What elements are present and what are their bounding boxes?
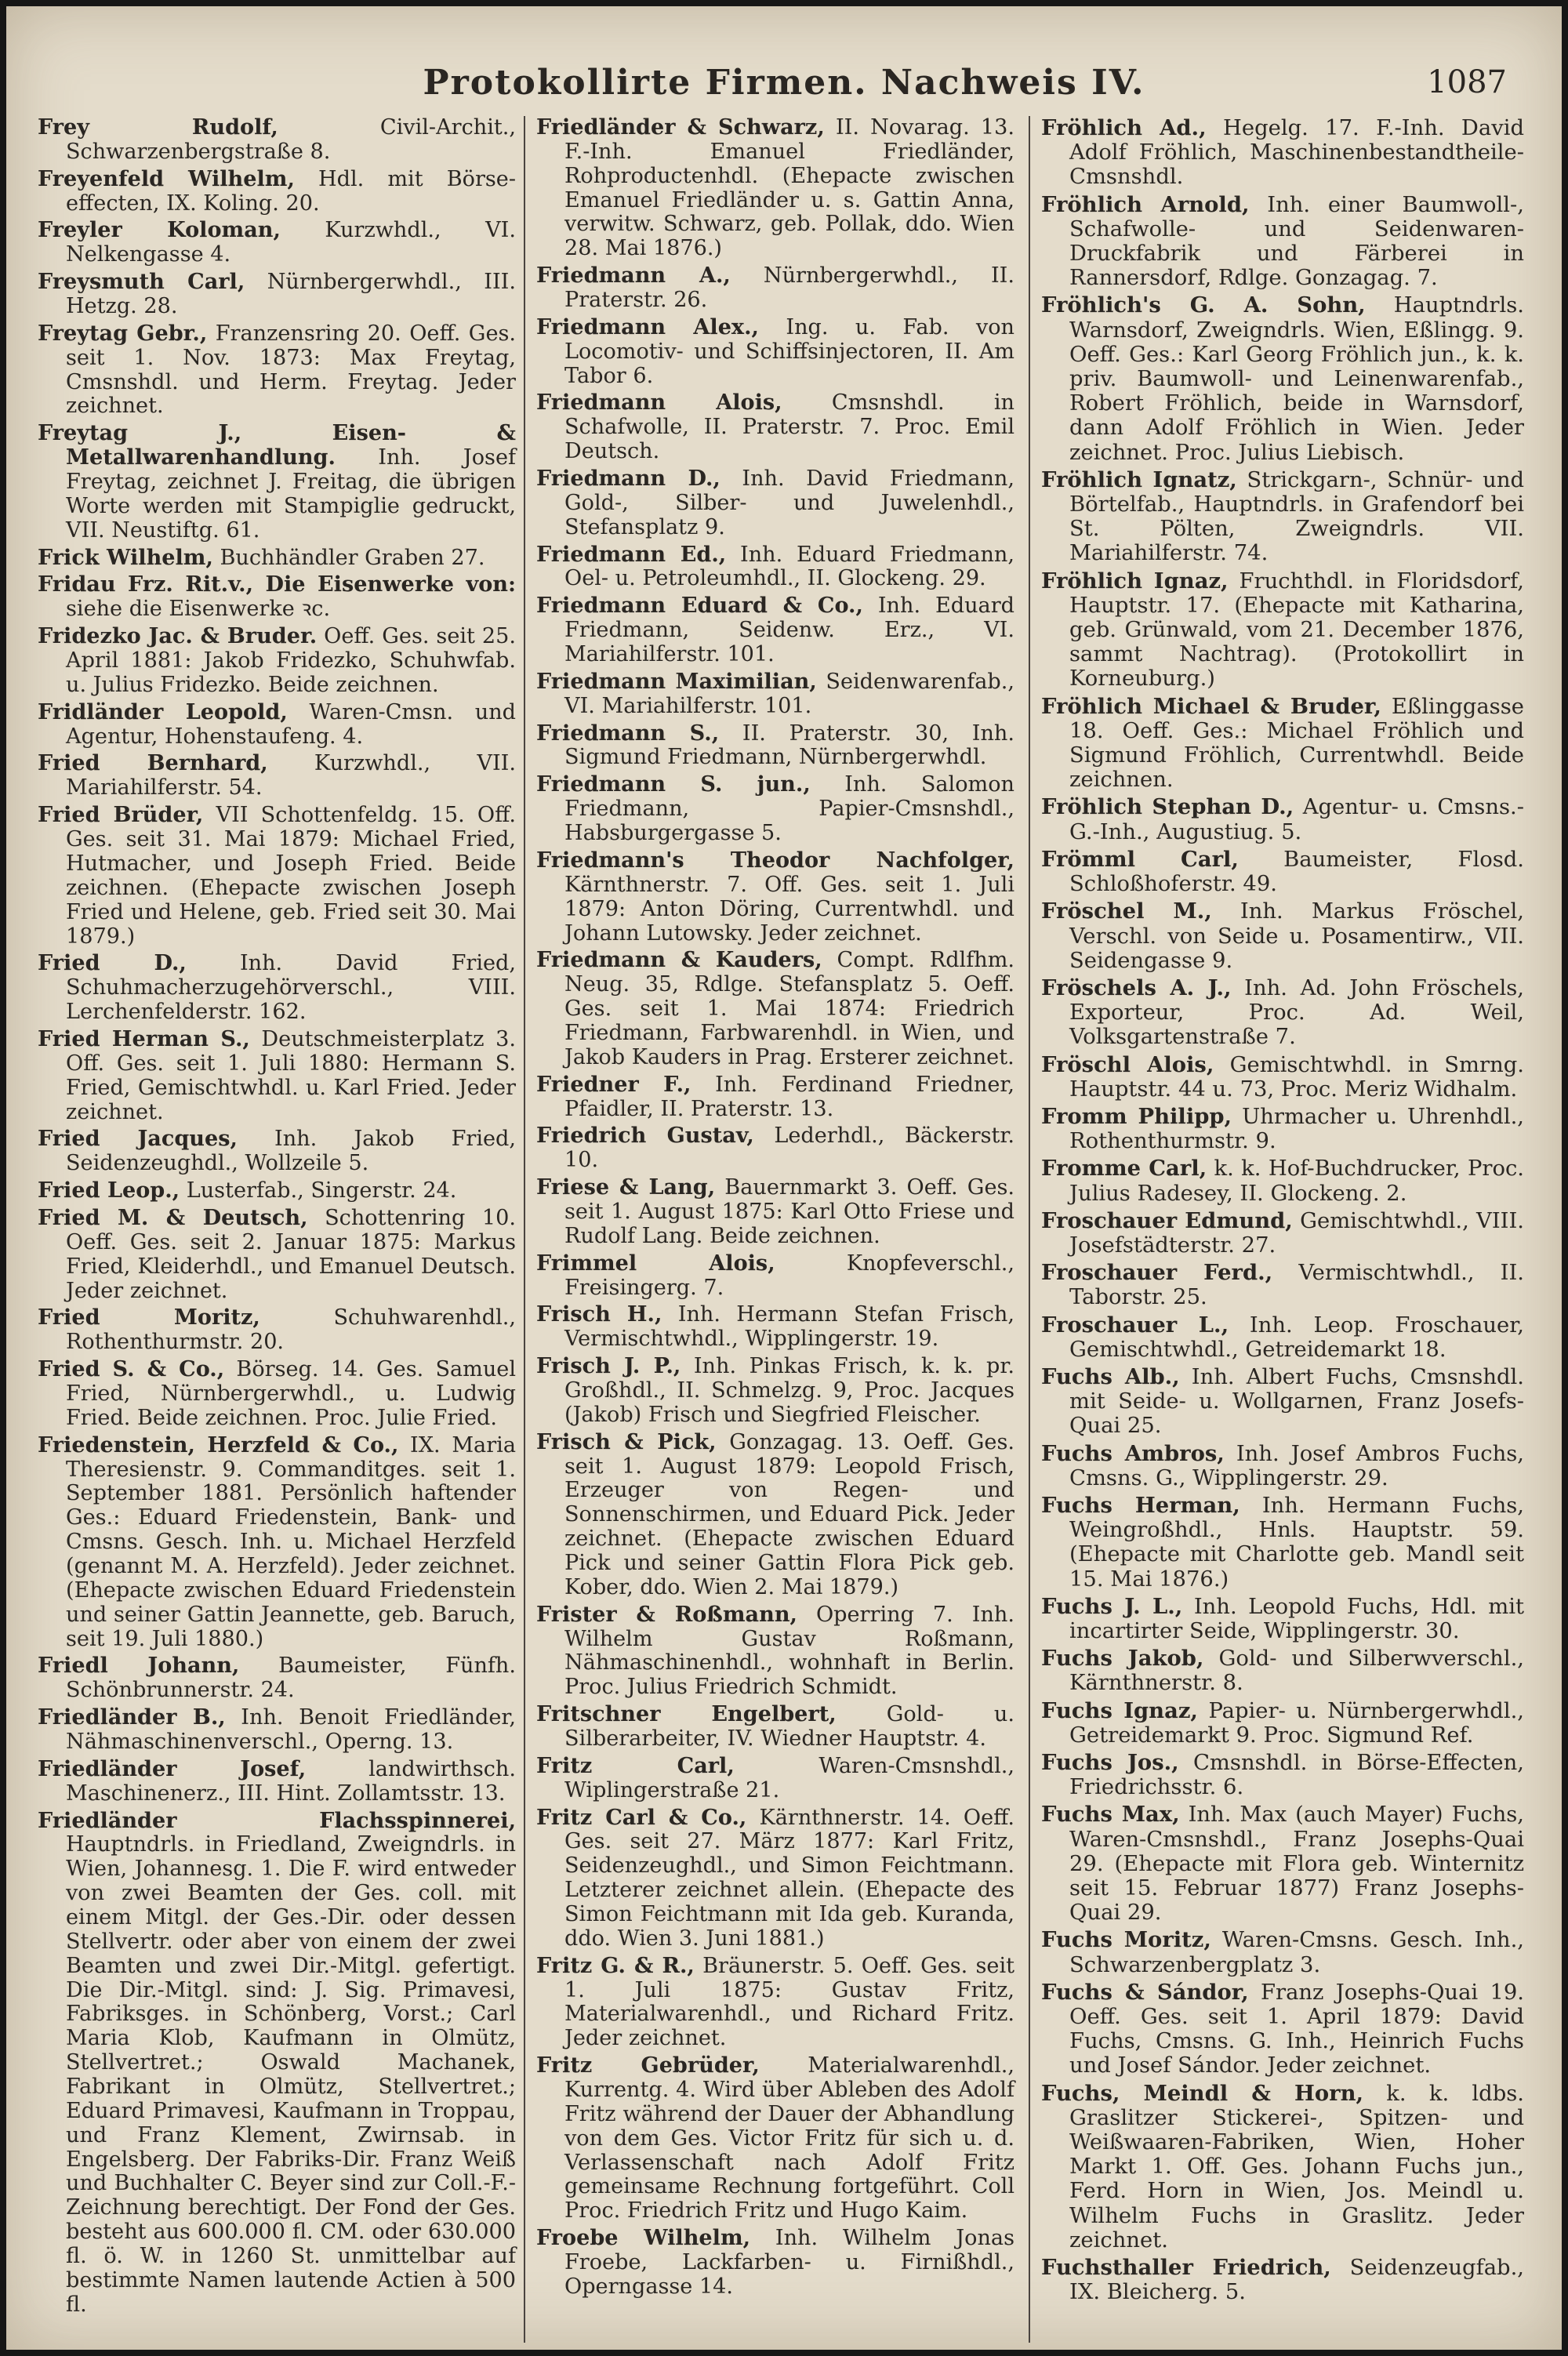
firm-details: II. Praterstr. 30, Inh. Sigmund Friedmann, Nürnbergerwhdl. [564,721,1014,770]
firm-entry [536,467,1014,540]
firm-name: Frick Wilhelm, [38,545,213,570]
firm-details: Operring 7. Inh. Wilhelm Gustav Roßmann, Nähmaschinenhdl., wohnhaft in Berlin. Proc. Julius Friedrich Schmidt. [564,1602,1014,1700]
firm-entry [1041,1751,1524,1799]
firm-name: Fuchs, Meindl & Horn, [1041,2080,1364,2106]
firm-name: Friedl Johann, [38,1654,240,1679]
firm-name: Friedländer Flachsspinnerei, [38,1808,516,1833]
firm-details: Inh. David Friedmann, Gold-, Silber- und Juwelenhdl., Stefansplatz 9. [564,466,1014,539]
firm-entry [38,1654,516,1703]
firm-details: k. k. Hof-Buchdrucker, Proc. Julius Radesey, II. Glockeng. 2. [1069,1156,1525,1206]
firm-entry [38,804,516,949]
firm-details: Waren-Cmsns. Gesch. Inh., Schwarzenbergplatz 3. [1069,1928,1524,1977]
firm-entry [536,722,1014,771]
firm-name: Friedmann A., [536,263,731,289]
directory-page [6,6,1562,2350]
firm-name: Fritschner Engelbert, [536,1702,837,1727]
firm-details: Inh. Ad. John Fröschels, Exporteur, Proc. Ad. Weil, Volksgartenstraße 7. [1069,975,1524,1050]
firm-entry [38,625,516,698]
firm-details: Buchhändler Graben 27. [212,545,485,570]
firm-name: Fröhlich Arnold, [1041,191,1250,217]
firm-entry [536,1431,1014,1600]
firm-name: Fuchs Jakob, [1041,1646,1204,1672]
firm-name: Fritz G. & R., [536,1953,695,1978]
firm-details: Kurzwhdl., VI. Nelkengasse 4. [66,218,516,267]
firm-entry [38,1810,516,2318]
firm-details: Waren-Cmsnshdl., Wiplingerstraße 21. [564,1753,1014,1802]
firm-entry [1041,1646,1524,1695]
firm-details: Waren-Cmsn. und Agentur, Hohenstaufeng. 4. [66,699,516,749]
column-right [1041,116,1524,2307]
firm-entry [1041,1928,1524,1977]
firm-name: Frisch H., [536,1302,662,1327]
firm-details: Fruchthdl. in Floridsdorf, Hauptstr. 17. (Ehepacte mit Katharina, geb. Grünwald, vom 21. December 1876, sammt Nachtrag). (Protokollirt in Korneuburg.) [1069,568,1524,692]
firm-entry [38,701,516,750]
firm-details: Nürnbergerwhdl., II. Praterstr. 26. [564,263,1014,313]
firm-details: Hdl. mit Börse-effecten, IX. Koling. 20. [66,166,516,216]
firm-details: Materialwarenhdl., Kurrentg. 4. Wird über Ableben des Adolf Fritz während der Dauer der Abhandlung von dem Ges. Victor Fritz für sich u. d. Verlassenschaft nach Adolf Fritz gemeinsame Rechnung fortgeführt. Coll Proc. Friedrich Fritz und Hugo Kaim. [564,2053,1015,2223]
firm-name: Fuchs Herman, [1041,1492,1240,1518]
firm-details: Knopfeverschl., Freisingerg. 7. [564,1251,1014,1300]
firm-entry [536,1355,1014,1428]
running-title: Protokollirte Firmen. Nachweis IV. [423,63,1145,103]
firm-entry [536,849,1014,946]
firm-name: Friedmann D., [536,466,720,492]
firm-name: Friedmann S., [536,721,720,746]
firm-name: Freytag J., Eisen- & Metallwarenhandlung. [38,421,516,470]
firm-entry [1041,1980,1524,2078]
firm-entry [536,1955,1014,2051]
firm-name: Friedmann & Kauders, [536,948,822,973]
firm-name: Fuchs Jos., [1041,1750,1179,1775]
firm-details: Kärnthnerstr. 7. Off. Ges. seit 1. Juli 1879: Anton Döring, Currentwhdl. und Johann Lutowsky. Jeder zeichnet. [564,872,1014,946]
firm-details: Inh. Ferdinand Friedner, Pfaidler, II. Praterstr. 13. [564,1072,1015,1121]
firm-name: Fuchs J. L., [1041,1593,1183,1619]
firm-name: Fuchs & Sándor, [1041,1979,1249,2005]
firm-name: Fritz Gebrüder, [536,2053,760,2078]
firm-details: Uhrmacher u. Uhrenhdl., Rothenthurmstr. 9. [1069,1104,1524,1154]
firm-name: Fried M. & Deutsch, [38,1205,308,1230]
firm-entry [38,1434,516,1652]
column-rule [524,116,525,2343]
firm-details: II. Novarag. 13. F.-Inh. Emanuel Friedländer, Rohproductenhdl. (Ehepacte zwischen Emanuel Friedländer u. s. Gattin Anna, verwitw. Schwarz, geb. Pollak, ddo. Wien 28. Mai 1876.) [564,115,1014,261]
firm-details: Gold- und Silberwverschl., Kärnthnerstr. 8. [1069,1646,1524,1696]
firm-name: Frisch J. P., [536,1354,681,1379]
firm-entry [536,1252,1014,1301]
firm-name: Fridezko Jac. & Bruder. [38,624,318,649]
firm-entry [536,2054,1014,2223]
firm-details: Baumeister, Flosd. Schloßhoferstr. 49. [1069,847,1524,897]
firm-name: Friedmann's Theodor Nachfolger, [536,848,1014,873]
firm-name: Fried Leop., [38,1178,180,1203]
firm-details: Oeff. Ges. seit 25. April 1881: Jakob Fridezko, Schuhwfab. u. Julius Fridezko. Beide zeichnen. [66,624,516,697]
firm-entry [536,1703,1014,1752]
firm-name: Friedländer & Schwarz, [536,115,825,140]
firm-details: Bauernmarkt 3. Oeff. Ges. seit 1. August 1875: Karl Otto Friese und Rudolf Lang. Beide zeichnen. [564,1175,1014,1248]
firm-entry [1041,116,1524,190]
firm-details: landwirthsch. Maschinenerz., III. Hint. Zollamtsstr. 13. [66,1756,516,1806]
firm-name: Fridländer Leopold, [38,699,288,724]
firm-details: Franz Josephs-Quai 19. Oeff. Ges. seit 1. April 1879: David Fuchs, Cmsns. G. Inh., Heinrich Fuchs und Josef Sándor. Jeder zeichnet. [1069,1980,1525,2078]
firm-details: Kärnthnerstr. 14. Oeff. Ges. seit 27. März 1877: Karl Fritz, Seidenzeughdl., und Simon Feichtmann. Letzterer zeichnet allein. (Ehepacte des Simon Feichtmann mit Ida geb. Kuranda, ddo. Wien 3. Juni 1881.) [564,1805,1014,1951]
firm-entry [1041,2256,1524,2304]
firm-details: Vermischtwhdl., II. Taborstr. 25. [1069,1261,1525,1310]
firm-entry [536,391,1014,464]
firm-details: Lederhdl., Bäckerstr. 10. [564,1124,1014,1173]
firm-details: Deutschmeisterplatz 3. Off. Ges. seit 1. Juli 1880: Hermann S. Fried, Gemischtwhdl. u. Karl Fried. Jeder zeichnet. [66,1026,516,1124]
firm-entry [1041,1699,1524,1748]
firm-details: Compt. Rdlfhm. Neug. 35, Rdlge. Stefansplatz 5. Oeff. Ges. seit 1. Mai 1874: Friedrich Friedmann, Farbwarenhdl. in Wien, und Jakob Kauders in Prag. Ersterer zeichnet. [564,948,1014,1069]
firm-name: Fuchs Ambros, [1041,1440,1225,1466]
firm-details: Inh. Benoit Friedländer, Nähmaschinenverschl., Operng. 13. [66,1705,516,1754]
firm-name: Froschauer Ferd., [1041,1260,1273,1286]
firm-entry [38,1706,516,1755]
column-rule [1029,116,1030,2343]
firm-entry [1041,1442,1524,1490]
firm-name: Friedmann S. jun., [536,772,811,797]
firm-name: Friedenstein, Herzfeld & Co., [38,1432,399,1458]
firm-details: Kurzwhdl., VII. Mariahilferstr. 54. [66,751,516,800]
firm-details: k. k. ldbs. Graslitzer Stickerei-, Spitzen- und Weißwaaren-Fabriken, Wien, Hoher Markt 1. Off. Ges. Johann Fuchs jun., Ferd. Horn in Wien, Jos. Meindl u. Wilhelm Fuchs in Graslitz. Jeder zeichnet. [1069,2081,1524,2253]
firm-entry [38,1758,516,1806]
firm-name: Fröhlich's G. A. Sohn, [1041,292,1366,318]
firm-details: Agentur- u. Cmsns.-G.-Inh., Augustiug. 5. [1069,795,1524,844]
firm-entry [38,1207,516,1303]
firm-entry [1041,795,1524,844]
firm-name: Fuchs Ignaz, [1041,1697,1198,1723]
firm-name: Fromme Carl, [1041,1156,1207,1182]
firm-entry [1041,1209,1524,1258]
firm-entry [1041,695,1524,793]
firm-entry [38,116,516,165]
firm-details: Börseg. 14. Ges. Samuel Fried, Nürnbergerwhdl., u. Ludwig Fried. Beide zeichnen. Proc. Julie Fried. [66,1357,517,1430]
firm-details: Hauptndrls. in Friedland, Zweigndrls. in Wien, Johannesg. 1. Die F. wird entweder von zwei Beamten der Ges. coll. mit einem Mitgl. der Ges.-Dir. oder dessen Stellvertr. oder aber von einem der zwei Beamten und zwei Dir.-Mitgl. gefertigt. Die Dir.-Mitgl. sind: J. Sig. Primavesi, Fabriksges. in Schönberg, Vorst.; Carl Maria Klob, Kaufmann in Olmütz, Stellvertret.; Oswald Machanek, Fabrikant in Olmütz, Stellvertret.; Eduard Primavesi, Kaufmann in Troppau, und Franz Klement, Zwirnsab. in Engelsberg. Der Fabriks-Dir. Franz Weiß und Buchhalter C. Beyer sind zur Coll.-F.-Zeichnung berechtigt. Der Fond der Ges. besteht aus 600.000 fl. CM. oder 630.000 fl. ö. W. in 1260 St. unmittelbar auf bestimmte Namen lautende Actien à 500 fl. [66,1832,516,2317]
firm-name: Fröhlich Ignatz, [1041,466,1237,492]
firm-entry [536,316,1014,389]
firm-details: Inh. Jakob Fried, Seidenzeughdl., Wollzeile 5. [66,1127,516,1176]
firm-entry [536,1603,1014,1700]
firm-details: Schuhwarenhdl., Rothenthurmstr. 20. [66,1305,516,1355]
firm-entry [1041,848,1524,896]
firm-details: Franzensring 20. Oeff. Ges. seit 1. Nov. 1873: Max Freytag, Cmsnshdl. und Herm. Freytag. Jeder zeichnet. [66,321,516,419]
firm-entry [1041,1053,1524,1102]
firm-name: Frey Rudolf, [38,115,278,140]
firm-name: Fried Bernhard, [38,751,268,776]
firm-name: Fried Brüder, [38,803,204,828]
firm-details: Cmsnshdl. in Schafwolle, II. Praterstr. 7. Proc. Emil Deutsch. [564,390,1014,464]
firm-name: Froebe Wilhelm, [536,2226,751,2251]
firm-name: Fried Herman S., [38,1026,250,1051]
firm-name: Fuchs Max, [1041,1802,1180,1828]
firm-entry [1041,1105,1524,1153]
firm-name: Friedländer B., [38,1705,226,1730]
firm-details: Strickgarn-, Schnür- und Börtelfab., Hauptndrls. in Grafendorf bei St. Pölten, Zweigndrls. VII. Mariahilferstr. 74. [1069,467,1524,566]
firm-name: Frisch & Pick, [536,1429,717,1454]
firm-name: Fröschels A. J., [1041,975,1232,1000]
firm-entry [1041,293,1524,464]
firm-name: Fried D., [38,951,187,976]
page-header [6,63,1562,110]
firm-details: Civil-Archit., Schwarzenbergstraße 8. [66,115,516,164]
firm-details: Inh. Leopold Fuchs, Hdl. mit incartirter Seide, Wipplingerstr. 30. [1069,1594,1524,1643]
firm-details: IX. Maria Theresienstr. 9. Commanditges. seit 1. September 1881. Persönlich haftender Ges.: Eduard Friedenstein, Bank- und Cmsns. Gesch. Inh. u. Michael Herzfeld (genannt M. A. Herzfeld). Jeder zeichnet. (Ehepacte zwischen Eduard Friedenstein und seiner Gattin Jeannette, geb. Baruch, seit 19. Juli 1880.) [66,1432,516,1651]
firm-details: Inh. einer Baumwoll-, Schafwolle- und Seidenwaren-Druckfabrik und Färberei in Rannersdorf, Rdlge. Gonzagag. 7. [1069,192,1524,291]
firm-details: siehe die Eisenwerke ꝛc. [66,597,331,622]
firm-name: Froschauer L., [1041,1312,1229,1338]
firm-entry [536,1755,1014,1803]
firm-entry [1041,1802,1524,1925]
firm-details: Baumeister, Fünfh. Schönbrunnerstr. 24. [66,1654,516,1703]
firm-entry [38,219,516,267]
firm-details: Gonzagag. 13. Oeff. Ges. seit 1. August 1879: Leopold Frisch, Erzeuger von Regen- und Sonnenschirmen, und Eduard Pick. Jeder zeichnet. (Ehepacte zwischen Eduard Pick und seiner Gattin Flora Pick geb. Kober, ddo. Wien 2. Mai 1879.) [564,1429,1014,1599]
firm-name: Fried Jacques, [38,1127,238,1152]
firm-name: Frömml Carl, [1041,846,1239,872]
firm-details: Papier- u. Nürnbergerwhdl., Getreidemarkt 9. Proc. Sigmund Ref. [1069,1698,1524,1748]
firm-name: Friedmann Eduard & Co., [536,594,863,619]
firm-details: Inh. Pinkas Frisch, k. k. pr. Großhdl., II. Schmelzg. 9, Proc. Jacques (Jakob) Frisch und Siegfried Fleischer. [564,1354,1014,1427]
firm-details: Inh. Hermann Stefan Frisch, Vermischtwhdl., Wipplingerstr. 19. [564,1302,1014,1352]
firm-entry [536,1176,1014,1249]
column-left [38,116,516,2321]
firm-details: Seidenzeugfab., IX. Bleicherg. 5. [1069,2256,1524,2305]
firm-details: Eßlinggasse 18. Oeff. Ges.: Michael Fröhlich und Sigmund Fröhlich, Currentwhdl. Beide zeichnen. [1069,694,1524,793]
firm-name: Friedmann Alois, [536,390,782,416]
firm-name: Friese & Lang, [536,1175,716,1200]
firm-entry [1041,1261,1524,1309]
firm-name: Froschauer Edmund, [1041,1207,1293,1233]
firm-name: Friedrich Gustav, [536,1124,754,1149]
firm-details: Inh. Eduard Friedmann, Oel- u. Petroleumhdl., II. Glockeng. 29. [564,542,1014,591]
firm-entry [536,1806,1014,1951]
firm-details: Nürnbergerwhdl., III. Hetzg. 28. [66,270,516,319]
firm-name: Fröhlich Ignaz, [1041,568,1229,594]
firm-name: Fröhlich Michael & Bruder, [1041,693,1381,719]
firm-entry [1041,2082,1524,2253]
firm-details: Gemischtwhdl., VIII. Josefstädterstr. 27. [1069,1208,1525,1258]
firm-details: Inh. Albert Fuchs, Cmsnshdl. mit Seide- u. Wollgarnen, Franz Josefs-Quai 25. [1069,1364,1524,1439]
firm-name: Freyenfeld Wilhelm, [38,166,295,191]
firm-details: Inh. Wilhelm Jonas Froebe, Lackfarben- u. Firnißhdl., Operngasse 14. [564,2226,1014,2299]
firm-entry [1041,1595,1524,1643]
firm-details: Hegelg. 17. F.-Inh. David Adolf Fröhlich, Maschinenbestandtheile-Cmsnshdl. [1069,116,1524,190]
firm-entry [1041,1313,1524,1362]
firm-details: Inh. Max (auch Mayer) Fuchs, Waren-Cmsnshdl., Franz Josephs-Quai 29. (Ehepacte mit Flora geb. Winternitz seit 15. Februar 1877) Franz Josephs-Quai 29. [1069,1802,1524,1926]
firm-details: Schottenring 10. Oeff. Ges. seit 2. Januar 1875: Markus Fried, Kleiderhdl., und Emanuel Deutsch. Jeder zeichnet. [66,1205,516,1303]
firm-entry [1041,1494,1524,1592]
firm-entry [38,322,516,419]
firm-entry [38,573,516,622]
firm-entry [536,2227,1014,2300]
firm-entry [1041,193,1524,291]
firm-entry [38,952,516,1025]
firm-details: Inh. Josef Ambros Fuchs, Cmsns. G., Wipplingerstr. 29. [1069,1441,1524,1490]
firm-entry [536,670,1014,719]
firm-name: Frimmel Alois, [536,1251,775,1276]
firm-entry [1041,1365,1524,1439]
firm-name: Fridau Frz. Rit.v., Die Eisenwerke von: [38,572,516,597]
firm-entry [38,1306,516,1355]
firm-name: Fröschl Alois, [1041,1051,1214,1077]
firm-name: Friedmann Alex., [536,314,759,339]
column-middle [536,116,1014,2303]
firm-name: Fried Moritz, [38,1305,260,1330]
firm-details: Inh. Markus Fröschel, Verschl. von Seide u. Posamentirw., VII. Seidengasse 9. [1069,899,1524,973]
firm-name: Fröhlich Stephan D., [1041,794,1294,820]
firm-entry [38,1028,516,1124]
firm-details: Inh. Josef Freytag, zeichnet J. Freitag, die übrigen Worte werden mit Stampiglie gedruckt, VII. Neustiftg. 61. [66,445,516,543]
firm-entry [38,546,516,571]
firm-entry [1041,976,1524,1050]
firm-details: Inh. Salomon Friedmann, Papier-Cmsnshdl., Habsburgergasse 5. [564,772,1014,846]
firm-name: Friedmann Maximilian, [536,669,817,694]
firm-entry [536,594,1014,667]
firm-name: Friedner F., [536,1072,691,1097]
firm-entry [1041,1156,1524,1205]
firm-name: Fried S. & Co., [38,1357,225,1382]
firm-entry [38,1127,516,1176]
firm-name: Fröhlich Ad., [1041,115,1207,140]
firm-entry [38,422,516,543]
firm-name: Fröschel M., [1041,898,1212,924]
firm-details: Inh. Eduard Friedmann, Seidenw. Erz., VI. Mariahilferstr. 101. [564,594,1014,667]
firm-details: Lusterfab., Singerstr. 24. [180,1178,457,1203]
firm-name: Fritz Carl, [536,1753,735,1778]
firm-entry [38,752,516,800]
firm-details: Hauptndrls. Warnsdorf, Zweigndrls. Wien, Eßlingg. 9. Oeff. Ges.: Karl Georg Fröhlich jun., k. k. priv. Baumwoll- und Leinenwarenfab., Robert Fröhlich, beide in Warnsdorf, dann Adolf Fröhlich in Wien. Jeder zeichnet. Proc. Julius Liebisch. [1069,293,1524,465]
firm-name: Fromm Philipp, [1041,1103,1232,1129]
firm-entry [536,773,1014,846]
firm-details: Seidenwarenfab., VI. Mariahilferstr. 101. [564,669,1014,718]
firm-details: Inh. Leop. Froschauer, Gemischtwhdl., Getreidemarkt 18. [1069,1312,1524,1362]
firm-name: Freyler Koloman, [38,218,281,243]
firm-details: Inh. David Fried, Schuhmacherzugehörverschl., VIII. Lerchenfelderstr. 162. [66,951,516,1025]
firm-name: Frister & Roßmann, [536,1602,797,1627]
firm-entry [536,1124,1014,1173]
firm-name: Fuchs Moritz, [1041,1927,1211,1953]
firm-details: VII Schottenfeldg. 15. Off. Ges. seit 31. Mai 1879: Michael Fried, Hutmacher, und Joseph Fried. Beide zeichnen. (Ehepacte zwischen Joseph Fried und Helene, geb. Fried seit 30. Mai 1879.) [66,803,516,949]
firm-name: Freytag Gebr., [38,321,208,346]
firm-entry [1041,468,1524,566]
firm-entry [1041,899,1524,973]
firm-entry [536,543,1014,592]
firm-details: Inh. Hermann Fuchs, Weingroßhdl., Hnls. Hauptstr. 59. (Ehepacte mit Charlotte geb. Mandl seit 15. Mai 1876.) [1069,1493,1524,1592]
firm-entry [1041,569,1524,692]
firm-entry [38,168,516,216]
firm-entry [38,1358,516,1431]
firm-entry [38,1179,516,1203]
firm-details: Gemischtwhdl. in Smrng. Hauptstr. 44 u. 73, Proc. Meriz Widhalm. [1069,1052,1524,1102]
firm-entry [536,1073,1014,1122]
firm-name: Fuchs Alb., [1041,1363,1180,1389]
page-number: 1087 [1427,64,1507,100]
firm-entry [536,949,1014,1069]
firm-entry [536,264,1014,313]
firm-name: Friedmann Ed., [536,542,727,567]
firm-details: Gold- u. Silberarbeiter, IV. Wiedner Hauptstr. 4. [564,1702,1014,1751]
firm-entry [536,1303,1014,1352]
firm-name: Fritz Carl & Co., [536,1805,747,1830]
firm-details: Cmsnshdl. in Börse-Effecten, Friedrichsstr. 6. [1069,1751,1524,1800]
firm-name: Friedländer Josef, [38,1756,307,1781]
firm-details: Ing. u. Fab. von Locomotiv- und Schiffsinjectoren, II. Am Tabor 6. [564,314,1014,388]
firm-entry [38,270,516,319]
firm-name: Freysmuth Carl, [38,270,245,295]
firm-name: Fuchsthaller Friedrich, [1041,2255,1331,2281]
firm-details: Bräunerstr. 5. Oeff. Ges. seit 1. Juli 1875: Gustav Fritz, Materialwarenhdl., und Richard Fritz. Jeder zeichnet. [564,1953,1014,2051]
firm-entry [536,116,1014,261]
